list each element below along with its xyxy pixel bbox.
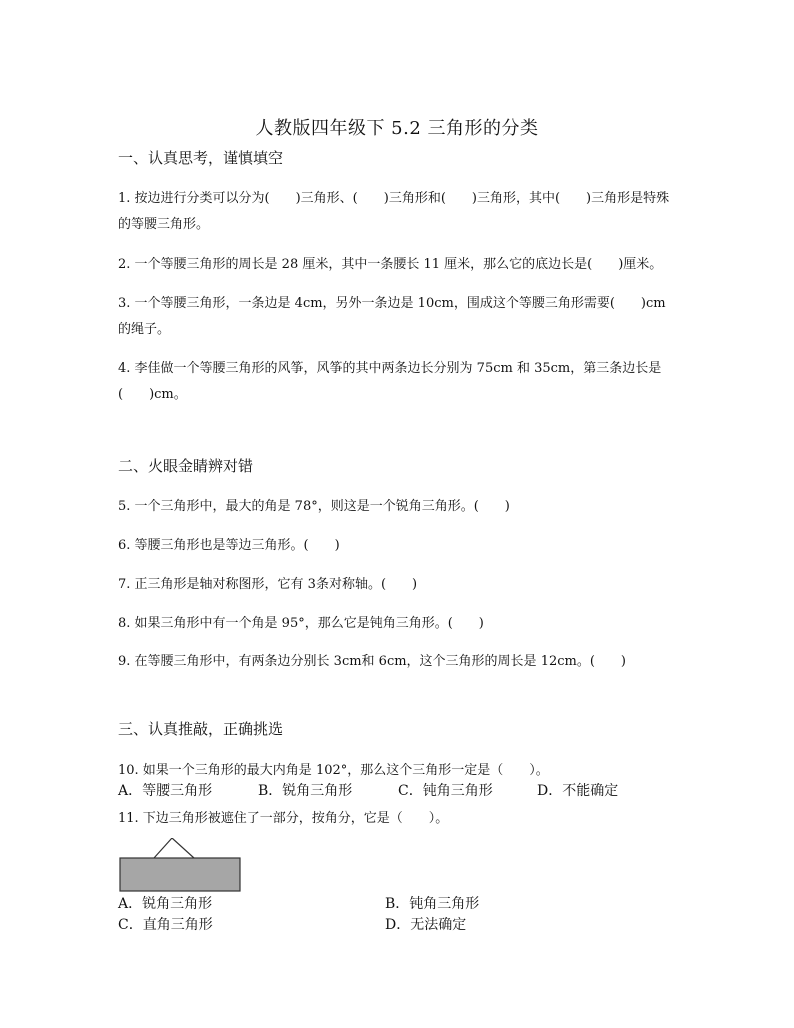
section-heading-fill-in: 一、认真思考，谨慎填空 — [118, 149, 284, 167]
q10-option-a: A．等腰三角形 — [118, 783, 213, 799]
question-7: 7. 正三角形是轴对称图形，它有 3条对称轴。( ) — [118, 577, 418, 592]
q11-option-d: D．无法确定 — [385, 917, 467, 933]
question-2: 2. 一个等腰三角形的周长是 28 厘米，其中一条腰长 11 厘米，那么它的底边长是( )厘米。 — [118, 257, 663, 272]
question-9: 9. 在等腰三角形中，有两条边分别长 3cm和 6cm，这个三角形的周长是 12cm。( ) — [118, 654, 626, 669]
question-8: 8. 如果三角形中有一个角是 95°，那么它是钝角三角形。( ) — [118, 616, 484, 631]
q10-option-b: B．锐角三角形 — [258, 783, 353, 799]
q11-option-c: C．直角三角形 — [118, 917, 213, 933]
question-10: 10. 如果一个三角形的最大内角是 102°，那么这个三角形一定是（ ）。 — [118, 763, 549, 778]
q11-option-b: B．钝角三角形 — [385, 896, 480, 912]
question-6: 6. 等腰三角形也是等边三角形。( ) — [118, 538, 340, 553]
question-3: 3. 一个等腰三角形，一条边是 4cm，另外一条边是 10cm，围成这个等腰三角形需要( )cm 的绳子。 — [118, 296, 666, 337]
page-title: 人教版四年级下 5.2 三角形的分类 — [255, 118, 539, 139]
section-heading-true-false: 二、火眼金睛辨对错 — [118, 457, 254, 475]
q10-option-c: C．钝角三角形 — [398, 783, 493, 799]
question-4: 4. 李佳做一个等腰三角形的风筝，风筝的其中两条边长分别为 75cm 和 35cm，第三条边长是( )cm。 — [118, 361, 662, 402]
covered-triangle-figure — [118, 838, 242, 894]
triangle-visible-top — [154, 838, 194, 858]
q10-option-d: D．不能确定 — [537, 783, 619, 799]
question-5: 5. 一个三角形中，最大的角是 78°，则这是一个锐角三角形。( ) — [118, 499, 510, 514]
cover-rectangle — [120, 858, 240, 891]
section-heading-multiple-choice: 三、认真推敲，正确挑选 — [118, 720, 284, 738]
q11-option-a: A．锐角三角形 — [118, 896, 213, 912]
question-1: 1. 按边进行分类可以分为( )三角形、( )三角形和( )三角形，其中( )三角形是特殊的等腰三角形。 — [118, 191, 670, 232]
question-11: 11. 下边三角形被遮住了一部分，按角分，它是（ ）。 — [118, 811, 449, 826]
